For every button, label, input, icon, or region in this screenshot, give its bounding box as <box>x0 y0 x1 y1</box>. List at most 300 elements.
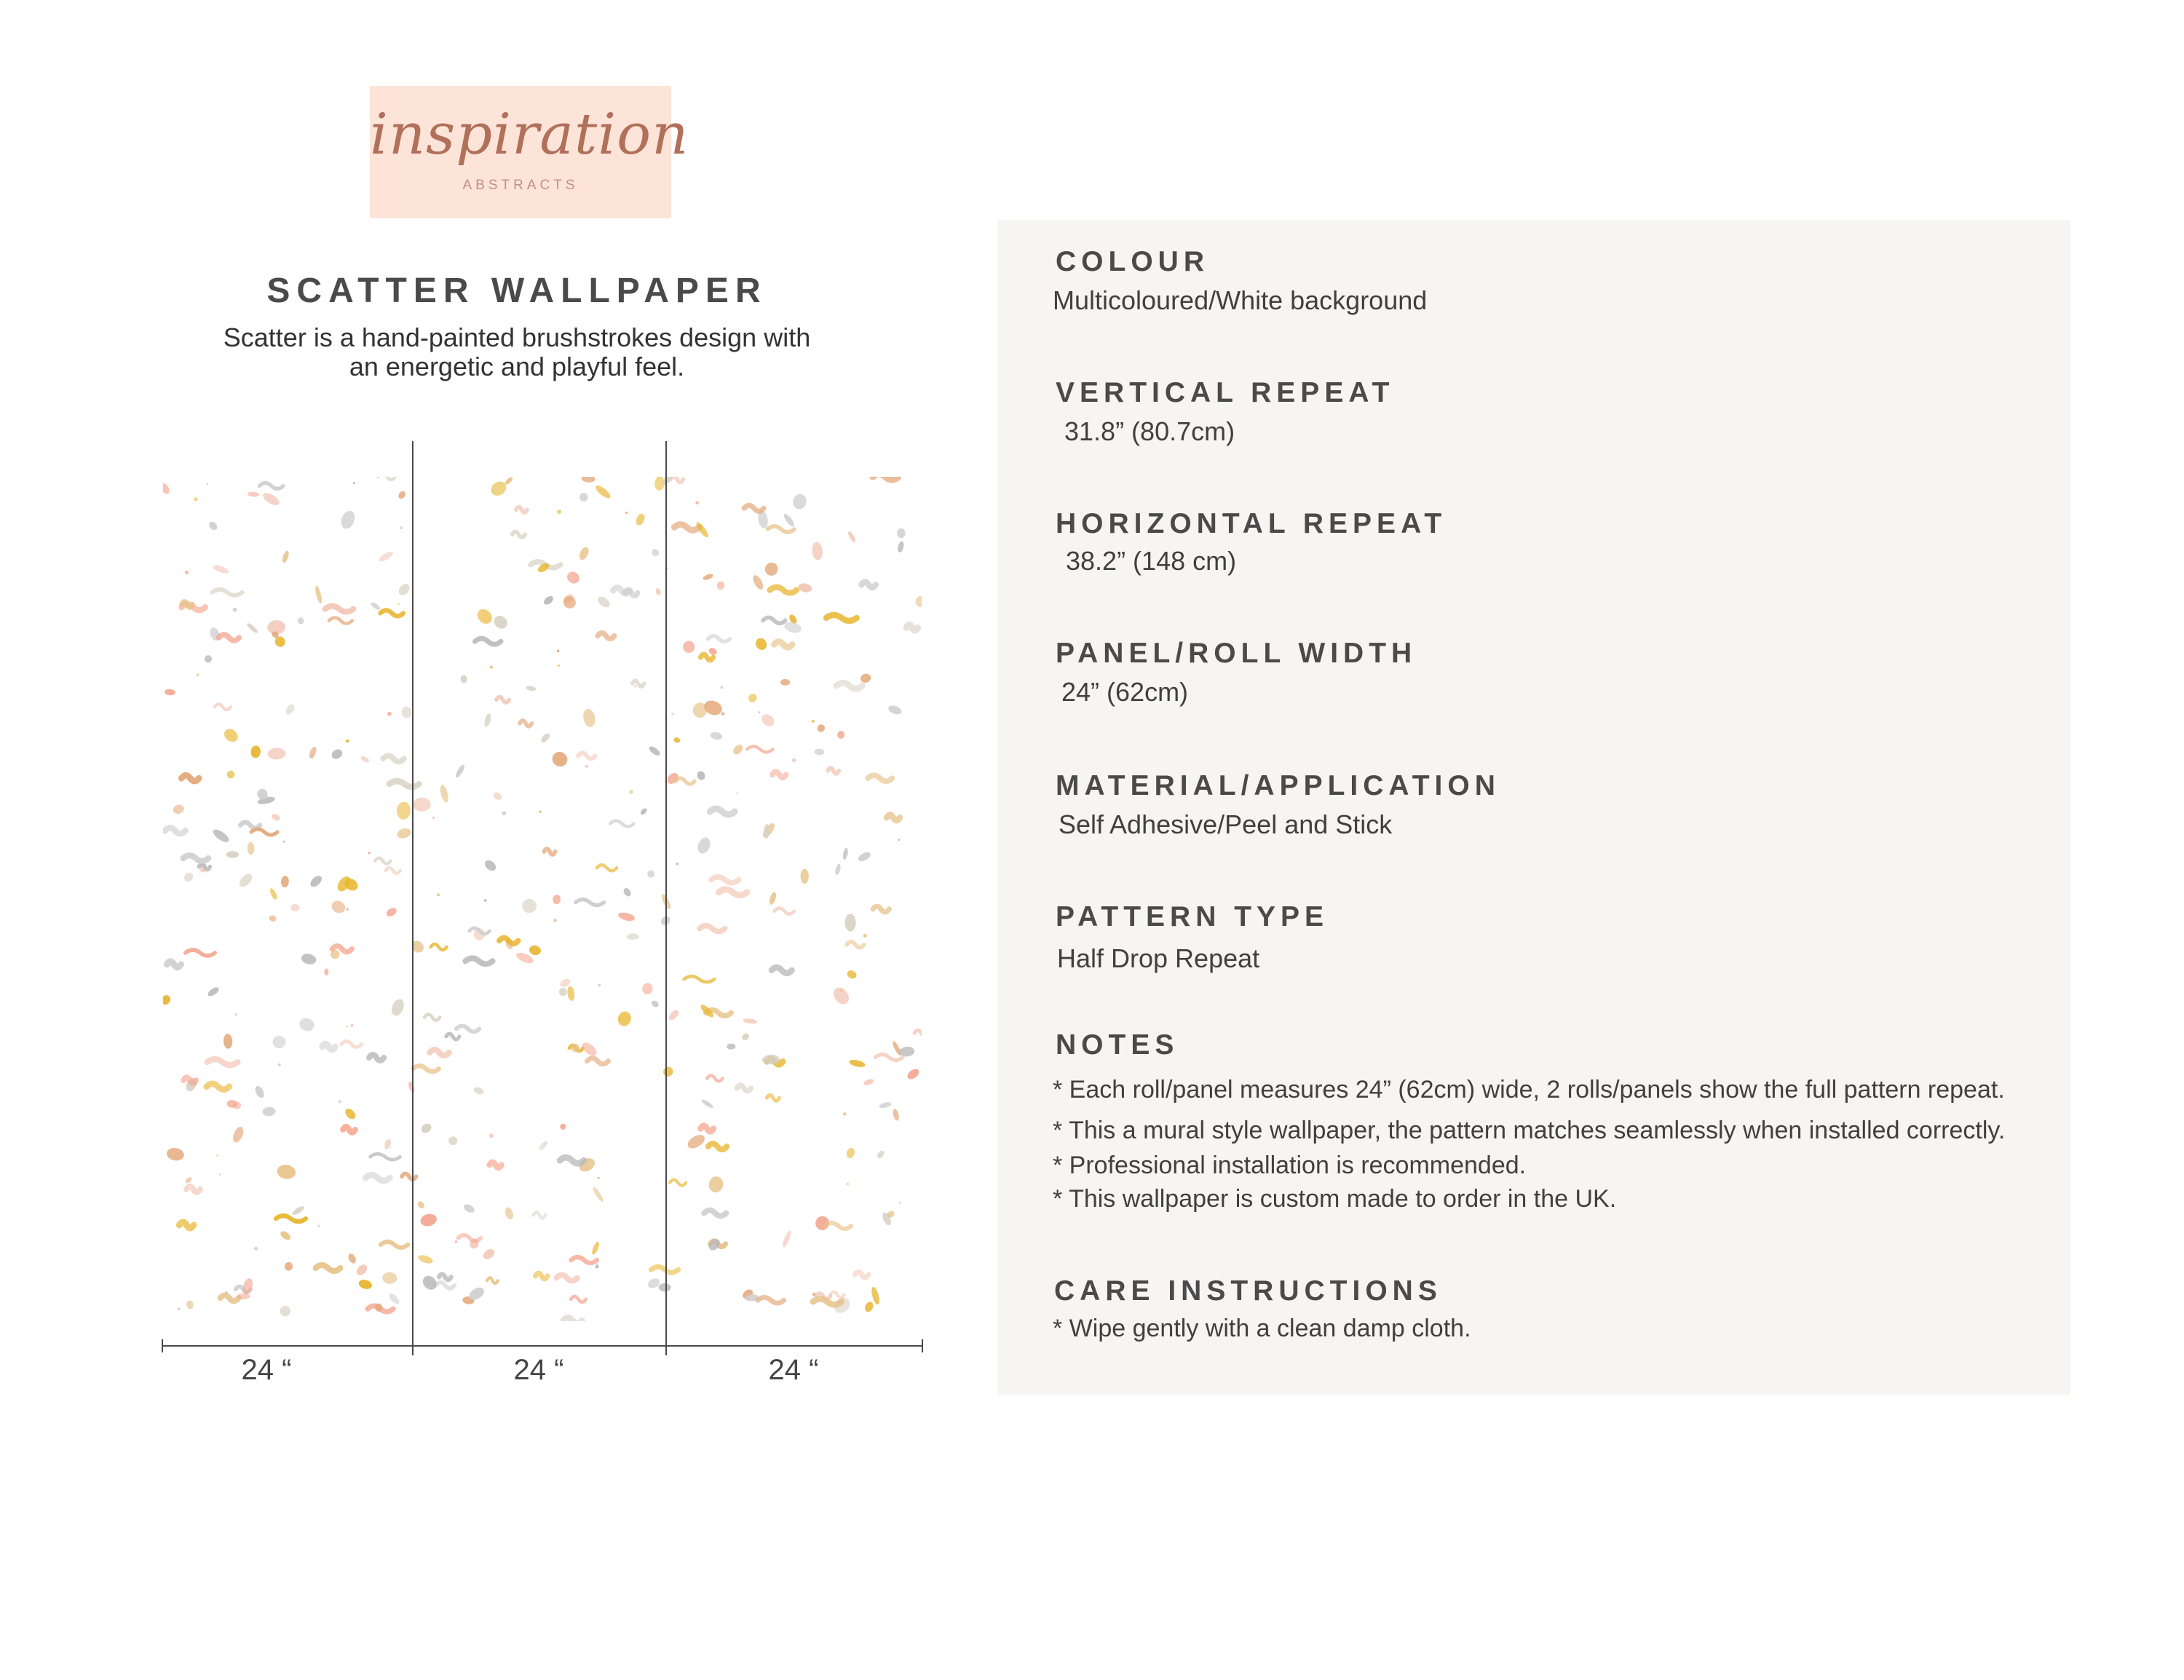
brushstroke <box>696 770 707 782</box>
brushstroke <box>592 1186 605 1202</box>
horizontal-repeat-value: 38.2” (148 cm) <box>1066 546 1237 576</box>
brushstroke <box>780 679 791 686</box>
brushstroke <box>846 969 858 980</box>
brushstroke <box>401 706 412 718</box>
brushstroke <box>308 746 318 759</box>
brushstroke <box>439 784 450 804</box>
brushstroke <box>233 608 237 612</box>
brushstroke <box>186 1300 194 1310</box>
brushstroke <box>178 1307 181 1310</box>
brushstroke <box>857 850 872 863</box>
brushstroke <box>751 574 765 591</box>
brushstroke <box>732 743 745 756</box>
brushstroke <box>702 573 713 581</box>
brushstroke <box>700 1098 714 1109</box>
brushstroke <box>268 748 286 760</box>
brushstroke <box>271 1034 288 1050</box>
brushstroke <box>553 919 556 922</box>
brushstroke <box>475 606 495 627</box>
brushstroke <box>566 986 575 1001</box>
brushstroke <box>212 563 230 574</box>
brushstroke <box>792 758 796 762</box>
brushstroke <box>370 601 381 611</box>
brushstroke <box>325 606 354 612</box>
description-line: Scatter is a hand-painted brushstrokes design with <box>223 322 811 352</box>
brushstroke <box>329 618 352 624</box>
logo-wordmark: inspiration <box>370 102 689 167</box>
brushstroke <box>708 1144 727 1149</box>
brushstroke <box>221 1295 239 1301</box>
brushstroke <box>353 482 355 484</box>
brushstroke <box>402 1173 416 1179</box>
brushstroke <box>502 812 506 815</box>
brushstroke <box>163 482 171 496</box>
brushstroke <box>475 638 501 644</box>
brushstroke <box>276 1216 306 1221</box>
brushstroke <box>254 1247 258 1251</box>
brushstroke <box>260 483 284 489</box>
notes-heading: NOTES <box>1056 1029 1179 1061</box>
brushstroke <box>291 1205 306 1216</box>
brushstroke <box>763 617 786 623</box>
brushstroke <box>384 1138 392 1150</box>
brushstroke <box>226 851 240 858</box>
brushstroke <box>801 869 809 884</box>
brushstroke <box>283 841 285 843</box>
brushstroke <box>489 1162 501 1168</box>
brushstroke <box>814 748 824 756</box>
brushstroke <box>284 1261 294 1272</box>
brushstroke <box>581 477 596 483</box>
brushstroke <box>561 593 578 611</box>
brushstroke <box>165 828 186 833</box>
brushstroke <box>386 868 400 873</box>
brushstroke <box>324 968 328 975</box>
brushstroke <box>897 541 905 553</box>
brushstroke <box>269 887 278 900</box>
brushstroke <box>791 493 807 510</box>
brushstroke <box>231 1125 245 1144</box>
brushstroke <box>710 731 724 740</box>
brushstroke <box>470 928 490 934</box>
brushstroke <box>887 815 900 820</box>
brushstroke <box>219 1173 221 1176</box>
brushstroke <box>397 582 412 598</box>
brushstroke <box>639 807 648 816</box>
brushstroke <box>629 790 633 794</box>
brushstroke <box>553 894 561 905</box>
brushstroke <box>863 934 867 938</box>
brushstroke <box>491 791 503 801</box>
brushstroke <box>413 1066 438 1071</box>
brushstroke <box>595 1264 598 1268</box>
brushstroke <box>165 689 176 696</box>
brushstroke <box>172 804 186 816</box>
brushstroke <box>670 477 683 482</box>
brushstroke <box>914 1030 922 1036</box>
logo-subtitle: ABSTRACTS <box>462 178 579 193</box>
brushstroke <box>578 491 590 503</box>
brushstroke <box>212 590 242 595</box>
brushstroke <box>590 1241 601 1256</box>
brushstroke <box>842 847 849 860</box>
brushstroke <box>504 1206 515 1221</box>
brushstroke <box>346 908 349 911</box>
brushstroke <box>576 900 604 906</box>
brushstroke <box>318 1225 320 1227</box>
brushstroke <box>248 491 260 497</box>
brushstroke <box>382 1272 397 1284</box>
brushstroke <box>887 704 903 716</box>
dimension-tick <box>412 1339 414 1352</box>
brushstroke <box>892 1109 900 1122</box>
brushstroke <box>558 987 568 996</box>
brushstroke <box>559 1122 567 1130</box>
brushstroke <box>383 756 404 761</box>
brushstroke <box>489 1133 494 1138</box>
brushstroke <box>736 793 738 795</box>
brushstroke <box>767 1095 779 1101</box>
brushstroke <box>758 1297 784 1303</box>
brushstroke <box>772 967 792 973</box>
brushstroke <box>650 999 660 1009</box>
note-item: * Professional installation is recommended. <box>1053 1152 1527 1179</box>
panel-width-label: 24 “ <box>768 1354 819 1386</box>
brushstroke <box>430 1050 449 1055</box>
brushstroke <box>598 1177 600 1179</box>
brushstroke <box>183 855 209 861</box>
brushstroke <box>166 1146 186 1162</box>
colour-value: Multicoloured/White background <box>1053 285 1428 315</box>
brushstroke <box>431 944 447 950</box>
care-value: * Wipe gently with a clean damp cloth. <box>1053 1315 1471 1342</box>
brushstroke <box>207 1059 238 1065</box>
brushstroke <box>284 702 296 716</box>
brushstroke <box>539 732 551 743</box>
brushstroke <box>622 887 633 898</box>
brushstroke <box>448 1136 459 1147</box>
brushstroke <box>387 712 392 716</box>
brushstroke <box>627 933 639 940</box>
brushstroke <box>436 1283 455 1288</box>
brushstroke <box>557 649 560 652</box>
brushstroke <box>387 1292 401 1306</box>
brushstroke <box>647 870 654 878</box>
brushstroke <box>616 1010 633 1028</box>
brushstroke <box>461 675 467 684</box>
brushstroke <box>226 1291 228 1293</box>
brushstroke <box>711 877 739 883</box>
brushstroke <box>491 613 510 631</box>
brushstroke <box>455 1240 458 1243</box>
brushstroke <box>597 865 617 871</box>
brushstroke <box>743 1018 758 1024</box>
brushstroke <box>684 976 715 982</box>
brushstroke <box>219 635 240 641</box>
brushstroke <box>727 1043 735 1050</box>
brushstroke <box>578 546 591 562</box>
brushstroke <box>351 1024 354 1027</box>
brushstroke <box>237 871 255 889</box>
brushstroke <box>251 829 277 835</box>
brushstroke <box>378 550 395 563</box>
brushstroke <box>344 1106 358 1121</box>
brushstroke <box>578 753 596 758</box>
brushstroke <box>416 1200 426 1210</box>
brushstroke <box>281 550 290 564</box>
brushstroke <box>221 726 240 745</box>
brushstroke <box>215 704 231 710</box>
brushstroke <box>432 817 435 819</box>
brushstroke <box>598 633 614 639</box>
brushstroke <box>744 505 764 511</box>
brushstroke <box>775 908 794 914</box>
brushstroke <box>183 1077 196 1083</box>
brushstroke <box>707 1075 722 1081</box>
brushstroke <box>279 1304 292 1318</box>
brushstroke <box>375 858 390 864</box>
brushstroke <box>456 1026 480 1031</box>
brushstroke <box>339 509 357 531</box>
brushstroke <box>544 849 555 855</box>
brushstroke <box>196 673 199 676</box>
brushstroke <box>598 984 601 987</box>
brushstroke <box>737 1085 751 1091</box>
brushstroke <box>826 1223 851 1229</box>
brushstroke <box>538 1140 549 1151</box>
brushstroke <box>439 1274 451 1280</box>
brushstroke <box>371 1154 400 1160</box>
brushstroke <box>179 1222 194 1228</box>
brushstroke <box>782 512 796 528</box>
brushstroke <box>617 911 636 923</box>
brushstroke <box>772 772 786 777</box>
brushstroke <box>398 603 400 605</box>
specification-panel <box>997 220 2070 1395</box>
brushstroke <box>563 1318 582 1321</box>
brushstroke <box>300 952 317 966</box>
brushstroke <box>269 914 277 922</box>
brushstroke <box>700 654 713 660</box>
brushstroke <box>206 986 220 998</box>
brushstroke <box>298 1016 316 1033</box>
brushstroke <box>223 1034 232 1049</box>
brushstroke <box>357 1278 373 1291</box>
brushstroke <box>346 1026 348 1028</box>
dimension-tick <box>162 1339 163 1352</box>
brushstroke <box>863 1300 875 1313</box>
brushstroke <box>446 1034 459 1039</box>
brushstroke <box>585 765 588 768</box>
brushstroke <box>396 801 411 820</box>
brushstroke <box>855 1272 868 1277</box>
brushstroke <box>385 906 398 918</box>
brushstroke <box>529 944 542 956</box>
brushstroke <box>542 595 555 606</box>
note-item: * Each roll/panel measures 24” (62cm) wide, 2 rolls/panels show the full pattern repeat. <box>1053 1076 2005 1104</box>
brushstroke <box>560 1157 584 1163</box>
brushstroke <box>847 942 864 948</box>
brushstroke <box>419 1122 433 1135</box>
brushstroke <box>550 749 570 769</box>
brushstroke <box>848 1058 866 1069</box>
brushstroke <box>207 1084 229 1090</box>
brushstroke <box>458 1235 480 1241</box>
brushstroke <box>483 713 492 727</box>
brushstroke <box>240 823 260 828</box>
brushstroke <box>596 595 612 610</box>
brushstroke <box>710 809 735 815</box>
brushstroke <box>400 526 403 529</box>
brushstroke <box>557 510 561 514</box>
brushstroke <box>719 889 747 895</box>
brushstroke <box>181 775 199 781</box>
brushstroke <box>278 1063 280 1066</box>
brushstroke <box>341 1042 362 1047</box>
brushstroke <box>526 685 537 692</box>
brushstroke <box>247 842 254 855</box>
brushstroke <box>396 827 412 840</box>
brushstroke <box>873 906 889 912</box>
brushstroke <box>536 1273 548 1279</box>
note-item: * This wallpaper is custom made to order in the UK. <box>1053 1185 1617 1213</box>
note-item: * This a mural style wallpaper, the pattern matches seamlessly when installed correctly. <box>1053 1117 2006 1144</box>
brushstroke <box>413 798 431 812</box>
brushstroke <box>381 1242 408 1248</box>
pattern-type-heading: PATTERN TYPE <box>1056 901 1329 932</box>
brushstroke <box>876 1149 886 1160</box>
brushstroke <box>758 711 760 713</box>
brushstroke <box>571 1257 598 1263</box>
brushstroke <box>836 683 863 689</box>
brushstroke <box>716 581 726 590</box>
brushstroke <box>309 873 324 889</box>
scatter-pattern <box>163 477 922 1321</box>
brushstroke <box>847 1183 849 1185</box>
horizontal-repeat-heading: HORIZONTAL REPEAT <box>1056 508 1447 539</box>
brushstroke <box>768 892 778 906</box>
brushstroke <box>671 713 674 716</box>
brushstroke <box>582 708 597 728</box>
brushstroke <box>237 1293 250 1300</box>
brushstroke <box>695 501 699 504</box>
brushstroke <box>899 1202 901 1204</box>
brushstroke <box>417 1253 434 1265</box>
brushstroke <box>462 1202 476 1214</box>
description-line: an energetic and playful feel. <box>349 352 685 381</box>
brushstroke <box>868 775 893 781</box>
brushstroke <box>859 673 871 684</box>
brushstroke <box>879 1101 892 1109</box>
brushstroke <box>571 1296 586 1302</box>
brushstroke <box>906 625 918 630</box>
brushstroke <box>234 1013 237 1015</box>
width-dimension-line <box>162 1345 923 1347</box>
brushstroke <box>558 665 560 667</box>
panel-width-label: 24 “ <box>241 1354 292 1386</box>
brushstroke <box>873 477 898 480</box>
brushstroke <box>539 810 542 813</box>
brushstroke <box>811 542 823 560</box>
brushstroke <box>167 962 181 967</box>
brushstroke <box>163 994 172 1007</box>
brushstroke <box>700 926 725 932</box>
brushstroke <box>316 1265 341 1271</box>
brushstroke <box>650 547 660 558</box>
brushstroke <box>721 712 724 715</box>
brushstroke <box>861 582 876 587</box>
care-heading: CARE INSTRUCTIONS <box>1054 1275 1442 1307</box>
brushstroke <box>845 1146 856 1159</box>
brushstroke <box>203 654 213 664</box>
brushstroke <box>610 821 633 827</box>
brushstroke <box>380 610 403 616</box>
brushstroke <box>454 764 466 779</box>
brushstroke <box>261 491 282 508</box>
brushstroke <box>246 622 259 635</box>
brushstroke <box>314 585 323 604</box>
brushstroke <box>330 748 344 761</box>
brushstroke <box>365 1175 389 1181</box>
brushstroke <box>368 852 370 854</box>
colour-heading: COLOUR <box>1056 246 1209 277</box>
vertical-repeat-value: 31.8” (80.7cm) <box>1064 416 1235 446</box>
brushstroke <box>496 697 510 702</box>
brushstroke <box>897 528 906 539</box>
panel-width-label: 24 “ <box>513 1354 564 1386</box>
pattern-type-value: Half Drop Repeat <box>1057 943 1260 973</box>
brushstroke <box>641 982 654 996</box>
brushstroke <box>490 665 493 668</box>
brushstroke <box>262 1106 276 1117</box>
brushstroke <box>831 985 852 1007</box>
brushstroke <box>747 692 759 704</box>
brushstroke <box>770 587 797 593</box>
brushstroke <box>437 893 440 896</box>
brushstroke <box>845 914 856 932</box>
brushstroke <box>676 863 679 865</box>
brushstroke <box>670 1180 686 1186</box>
panel-width-heading: PANEL/ROLL WIDTH <box>1056 638 1417 669</box>
dimension-tick <box>665 1339 667 1352</box>
brushstroke <box>355 1263 369 1277</box>
brushstroke <box>685 1132 707 1151</box>
brushstroke <box>762 560 780 578</box>
brushstroke <box>369 1055 384 1061</box>
brushstroke <box>906 1067 921 1081</box>
brushstroke <box>206 483 208 486</box>
brushstroke <box>276 1164 296 1181</box>
vertical-repeat-heading: VERTICAL REPEAT <box>1056 377 1395 408</box>
brushstroke <box>831 1292 844 1298</box>
brushstroke <box>207 520 219 531</box>
brushstroke <box>360 755 370 764</box>
brushstroke <box>708 1176 724 1194</box>
brushstroke <box>633 681 644 686</box>
brushstroke <box>847 531 857 544</box>
brushstroke <box>323 1044 336 1050</box>
brushstroke <box>759 712 777 729</box>
material-heading: MATERIAL/APPLICATION <box>1056 770 1500 801</box>
brushstroke <box>183 871 195 883</box>
brushstroke <box>185 571 189 574</box>
brushstroke <box>695 836 712 855</box>
brushstroke <box>271 812 282 822</box>
brushstroke <box>594 483 612 500</box>
brushstroke <box>625 512 628 514</box>
brushstroke <box>389 781 419 787</box>
brushstroke <box>499 938 518 943</box>
